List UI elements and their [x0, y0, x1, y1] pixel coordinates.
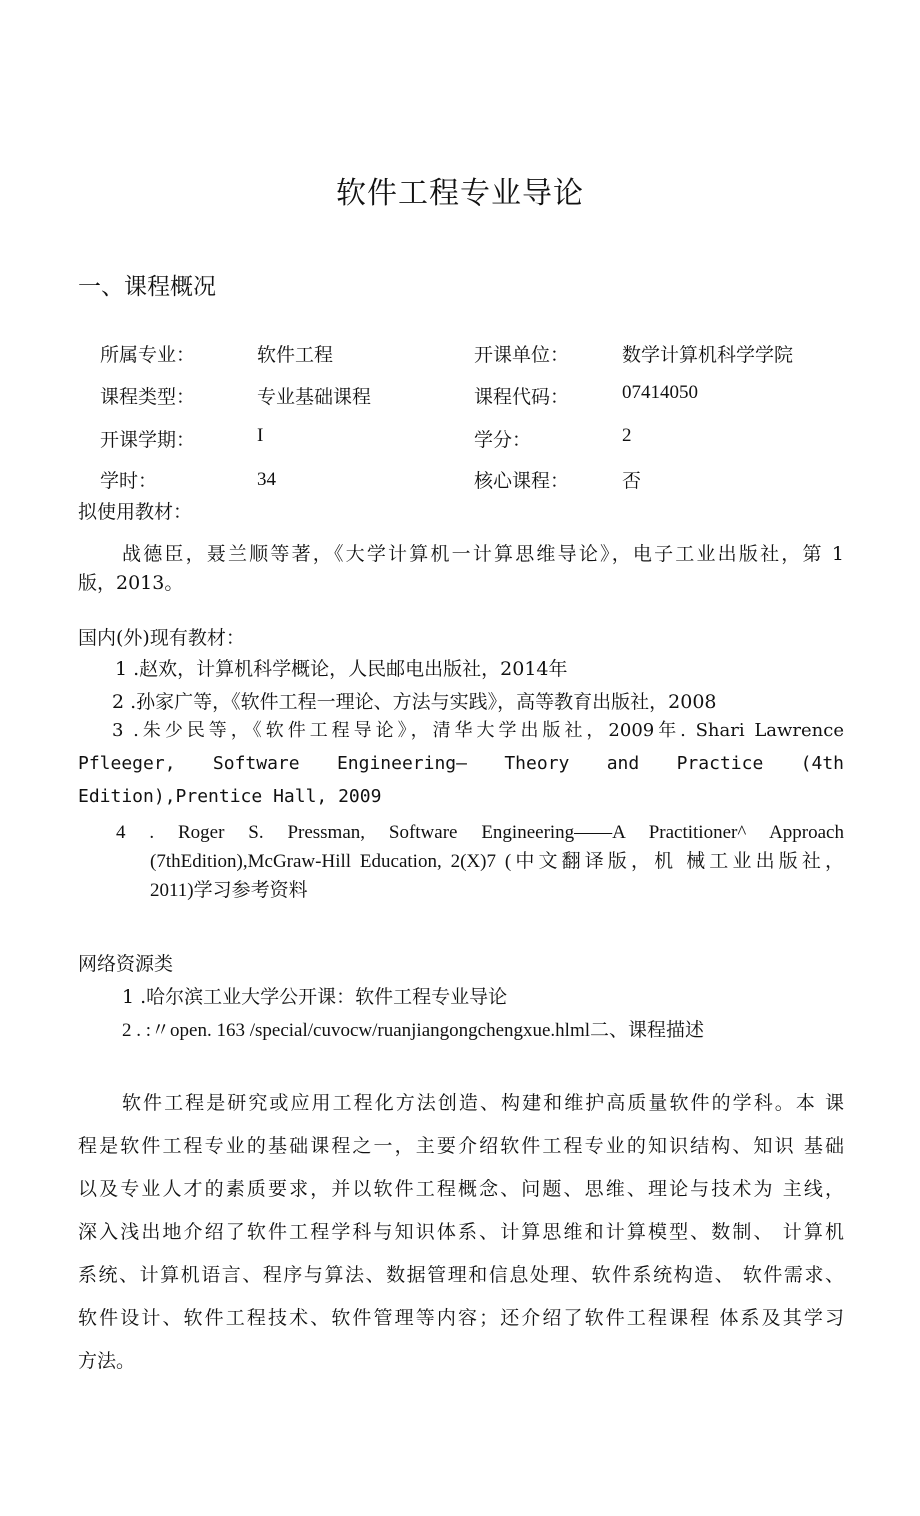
description-line-7: 方法。 [78, 1350, 136, 1372]
code-label: 课程代码： [474, 386, 570, 408]
textbook-line-1: 战德臣，聂兰顺等著，《大学计算机一计算思维导论》，电子工业出版社，第 1 [122, 543, 844, 565]
major-label: 所属专业： [100, 344, 196, 366]
course-description [78, 1082, 844, 1383]
description-line-6: 软件设计、软件工程技术、软件管理等内容；还介绍了软件工程课程 体系及其学习 [78, 1307, 844, 1329]
description-line-2: 程是软件工程专业的基础课程之一，主要介绍软件工程专业的知识结构、知识 基础 [78, 1135, 844, 1157]
reference-3-line-1: 3 .朱少民等，《软件工程导论》，清华大学出版社，2009年. Shari Lawrence [112, 720, 844, 741]
existing-textbooks-label: 国内(外)现有教材： [78, 627, 245, 649]
core-label: 核心课程： [474, 470, 570, 492]
unit-label: 开课单位： [474, 344, 570, 366]
web-resource-2: 2 . :〃open. 163 /special/cuvocw/ruanjiangongchengxue.hlml二、课程描述 [122, 1020, 705, 1041]
type-value: 专业基础课程 [257, 386, 372, 408]
term-value: I [257, 425, 264, 446]
description-line-1: 软件工程是研究或应用工程化方法创造、构建和维护高质量软件的学科。本 课 [122, 1092, 844, 1114]
hours-label: 学时： [100, 470, 158, 492]
reference-2: 2 .孙家广等，《软件工程一理论、方法与实践》，高等教育出版社，2008 [112, 691, 717, 713]
textbook-line-2: 版，2013。 [78, 572, 184, 594]
web-resource-1: 1 .哈尔滨工业大学公开课：软件工程专业导论 [122, 986, 508, 1008]
unit-value: 数学计算机科学学院 [622, 344, 794, 366]
description-line-3: 以及专业人才的素质要求，并以软件工程概念、问题、思维、理论与技术为 主线， [78, 1178, 844, 1200]
hours-value: 34 [257, 469, 276, 490]
major-value: 软件工程 [257, 344, 334, 366]
type-label: 课程类型： [100, 386, 196, 408]
core-value: 否 [622, 470, 642, 492]
reference-4-line-2: (7thEdition),McGraw-Hill Education, 2(X)7 (中文翻译版，机 械工业出版社， [150, 851, 844, 872]
web-resources-label: 网络资源类 [78, 953, 174, 975]
textbook-label: 拟使用教材： [78, 501, 193, 523]
description-line-5: 系统、计算机语言、程序与算法、数据管理和信息处理、软件系统构造、 软件需求、 [78, 1264, 844, 1286]
section-heading-overview: 一、课程概况 [78, 274, 216, 300]
term-label: 开课学期： [100, 429, 196, 451]
description-line-4: 深入浅出地介绍了软件工程学科与知识体系、计算思维和计算模型、数制、 计算机 [78, 1221, 844, 1243]
reference-3-line-2: Pfleeger, Software Engineering— Theory and Practice (4th [78, 753, 844, 774]
code-value: 07414050 [622, 382, 698, 403]
reference-1: 1 .赵欢，计算机科学概论，人民邮电出版社，2014年 [115, 658, 568, 680]
credit-value: 2 [622, 425, 632, 446]
reference-3 [78, 714, 844, 813]
reference-3-line-3: Edition),Prentice Hall, 2009 [78, 786, 382, 807]
page-title: 软件工程专业导论 [336, 176, 584, 211]
credit-label: 学分： [474, 429, 532, 451]
reference-4 [78, 818, 844, 905]
reference-4-line-1: 4 . Roger S. Pressman, Software Engineering——A Practitioner^ Approach [116, 822, 844, 843]
reference-4-line-3: 2011)学习参考资料 [150, 880, 308, 901]
